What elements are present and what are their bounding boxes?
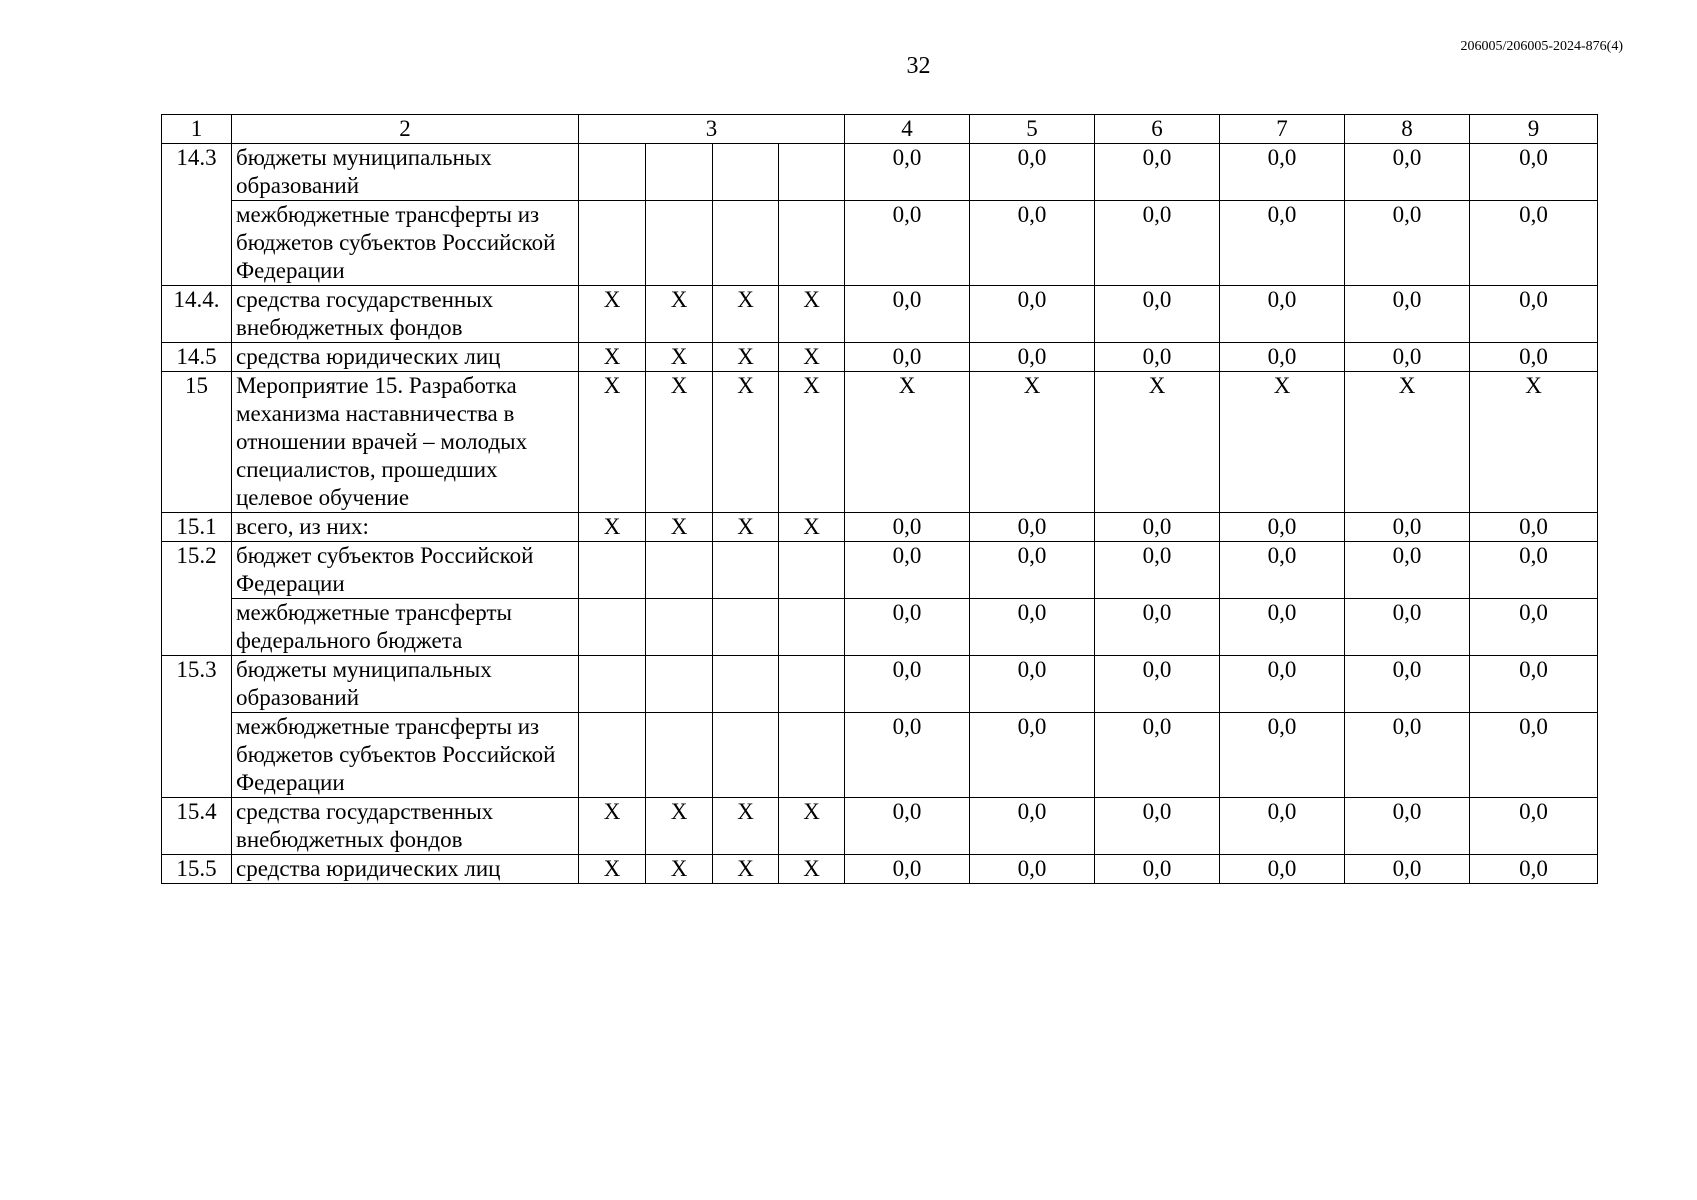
table-header-row <box>162 115 1598 144</box>
table-body <box>162 144 1598 884</box>
value-cell: X <box>845 372 970 513</box>
mark-cell: X <box>646 286 713 343</box>
mark-cell: X <box>713 286 779 343</box>
mark-cell: X <box>579 372 646 513</box>
value-cell: X <box>1095 372 1220 513</box>
column-header: 8 <box>1345 115 1470 144</box>
column-header: 1 <box>162 115 232 144</box>
mark-cell <box>779 542 845 599</box>
row-name: бюджеты муниципальных образований <box>232 144 579 201</box>
value-cell: 0,0 <box>1345 656 1470 713</box>
value-cell: 0,0 <box>1470 713 1598 798</box>
mark-cell: X <box>646 513 713 542</box>
mark-cell: X <box>713 798 779 855</box>
mark-cell <box>579 201 646 286</box>
column-header: 7 <box>1220 115 1345 144</box>
value-cell: 0,0 <box>1345 599 1470 656</box>
row-name: бюджет субъектов Российской Федерации <box>232 542 579 599</box>
value-cell: 0,0 <box>1470 656 1598 713</box>
value-cell: X <box>1470 372 1598 513</box>
row-name: Мероприятие 15. Разработка механизма наставничества в отношении врачей – молодых специалистов, прошедших целевое обучение <box>232 372 579 513</box>
mark-cell: X <box>646 372 713 513</box>
column-header: 2 <box>232 115 579 144</box>
value-cell: 0,0 <box>1470 513 1598 542</box>
mark-cell <box>713 201 779 286</box>
mark-cell <box>579 542 646 599</box>
mark-cell <box>646 542 713 599</box>
value-cell: 0,0 <box>1345 201 1470 286</box>
mark-cell: X <box>579 513 646 542</box>
value-cell: 0,0 <box>1220 599 1345 656</box>
value-cell: 0,0 <box>1345 144 1470 201</box>
value-cell: 0,0 <box>1220 855 1345 884</box>
value-cell: 0,0 <box>1470 343 1598 372</box>
value-cell: 0,0 <box>1095 798 1220 855</box>
table-row <box>162 201 1598 286</box>
row-name: средства государственных внебюджетных фондов <box>232 798 579 855</box>
value-cell: 0,0 <box>1220 343 1345 372</box>
table-row <box>162 599 1598 656</box>
value-cell: 0,0 <box>845 798 970 855</box>
row-name: всего, из них: <box>232 513 579 542</box>
mark-cell: X <box>713 343 779 372</box>
table-row <box>162 855 1598 884</box>
budget-table <box>161 114 1598 884</box>
value-cell: 0,0 <box>1220 798 1345 855</box>
mark-cell <box>646 201 713 286</box>
value-cell: 0,0 <box>1220 144 1345 201</box>
table-row <box>162 713 1598 798</box>
value-cell: 0,0 <box>1095 343 1220 372</box>
row-name: межбюджетные трансферты федерального бюджета <box>232 599 579 656</box>
mark-cell <box>779 144 845 201</box>
value-cell: 0,0 <box>1345 713 1470 798</box>
mark-cell: X <box>579 343 646 372</box>
mark-cell <box>646 656 713 713</box>
row-number: 15.1 <box>162 513 232 542</box>
value-cell: 0,0 <box>845 201 970 286</box>
mark-cell: X <box>579 855 646 884</box>
value-cell: 0,0 <box>1220 286 1345 343</box>
mark-cell: X <box>779 798 845 855</box>
mark-cell: X <box>779 513 845 542</box>
mark-cell: X <box>579 798 646 855</box>
value-cell: 0,0 <box>1220 542 1345 599</box>
mark-cell <box>713 144 779 201</box>
mark-cell <box>713 599 779 656</box>
mark-cell: X <box>646 798 713 855</box>
value-cell: 0,0 <box>1095 713 1220 798</box>
value-cell: 0,0 <box>1470 286 1598 343</box>
column-header: 6 <box>1095 115 1220 144</box>
column-header: 9 <box>1470 115 1598 144</box>
value-cell: X <box>970 372 1095 513</box>
value-cell: 0,0 <box>1345 343 1470 372</box>
value-cell: 0,0 <box>845 855 970 884</box>
value-cell: 0,0 <box>1095 656 1220 713</box>
value-cell: 0,0 <box>1220 201 1345 286</box>
value-cell: 0,0 <box>1095 201 1220 286</box>
value-cell: 0,0 <box>1220 656 1345 713</box>
table-row <box>162 144 1598 201</box>
value-cell: 0,0 <box>970 542 1095 599</box>
mark-cell <box>646 599 713 656</box>
row-number: 15.3 <box>162 656 232 798</box>
value-cell: 0,0 <box>970 713 1095 798</box>
value-cell: 0,0 <box>1470 144 1598 201</box>
mark-cell <box>779 656 845 713</box>
mark-cell <box>646 713 713 798</box>
value-cell: 0,0 <box>845 286 970 343</box>
row-number: 15 <box>162 372 232 513</box>
value-cell: 0,0 <box>1345 286 1470 343</box>
table-row <box>162 513 1598 542</box>
value-cell: 0,0 <box>970 798 1095 855</box>
row-name: средства юридических лиц <box>232 855 579 884</box>
mark-cell: X <box>779 372 845 513</box>
value-cell: 0,0 <box>845 343 970 372</box>
value-cell: 0,0 <box>845 513 970 542</box>
mark-cell <box>579 599 646 656</box>
value-cell: X <box>1345 372 1470 513</box>
mark-cell <box>779 599 845 656</box>
value-cell: 0,0 <box>1095 144 1220 201</box>
row-name: средства юридических лиц <box>232 343 579 372</box>
mark-cell <box>579 713 646 798</box>
row-number: 15.5 <box>162 855 232 884</box>
value-cell: 0,0 <box>1345 855 1470 884</box>
value-cell: X <box>1220 372 1345 513</box>
value-cell: 0,0 <box>1345 798 1470 855</box>
mark-cell <box>713 542 779 599</box>
value-cell: 0,0 <box>970 286 1095 343</box>
mark-cell: X <box>713 513 779 542</box>
mark-cell <box>646 144 713 201</box>
column-header: 3 <box>579 115 845 144</box>
row-name: межбюджетные трансферты из бюджетов субъектов Российской Федерации <box>232 713 579 798</box>
value-cell: 0,0 <box>1470 599 1598 656</box>
value-cell: 0,0 <box>1095 513 1220 542</box>
row-number: 14.5 <box>162 343 232 372</box>
value-cell: 0,0 <box>1095 286 1220 343</box>
value-cell: 0,0 <box>970 599 1095 656</box>
mark-cell: X <box>779 855 845 884</box>
value-cell: 0,0 <box>1470 855 1598 884</box>
value-cell: 0,0 <box>1095 855 1220 884</box>
mark-cell: X <box>713 855 779 884</box>
value-cell: 0,0 <box>1345 542 1470 599</box>
value-cell: 0,0 <box>970 201 1095 286</box>
mark-cell <box>713 656 779 713</box>
mark-cell: X <box>646 855 713 884</box>
mark-cell: X <box>779 343 845 372</box>
value-cell: 0,0 <box>1470 201 1598 286</box>
value-cell: 0,0 <box>970 144 1095 201</box>
value-cell: 0,0 <box>1470 798 1598 855</box>
row-number: 14.4. <box>162 286 232 343</box>
value-cell: 0,0 <box>845 542 970 599</box>
value-cell: 0,0 <box>845 144 970 201</box>
value-cell: 0,0 <box>970 513 1095 542</box>
mark-cell: X <box>713 372 779 513</box>
column-header: 4 <box>845 115 970 144</box>
mark-cell <box>779 201 845 286</box>
value-cell: 0,0 <box>1345 513 1470 542</box>
table-row <box>162 542 1598 599</box>
mark-cell <box>713 713 779 798</box>
table-row <box>162 798 1598 855</box>
value-cell: 0,0 <box>1470 542 1598 599</box>
value-cell: 0,0 <box>1095 542 1220 599</box>
value-cell: 0,0 <box>845 713 970 798</box>
value-cell: 0,0 <box>845 599 970 656</box>
row-name: бюджеты муниципальных образований <box>232 656 579 713</box>
mark-cell <box>779 713 845 798</box>
row-number: 15.4 <box>162 798 232 855</box>
value-cell: 0,0 <box>1220 713 1345 798</box>
value-cell: 0,0 <box>1220 513 1345 542</box>
table-row <box>162 656 1598 713</box>
row-name: средства государственных внебюджетных фондов <box>232 286 579 343</box>
value-cell: 0,0 <box>970 855 1095 884</box>
table-row <box>162 372 1598 513</box>
column-header: 5 <box>970 115 1095 144</box>
mark-cell <box>579 144 646 201</box>
value-cell: 0,0 <box>970 343 1095 372</box>
page-number: 32 <box>906 53 931 79</box>
value-cell: 0,0 <box>970 656 1095 713</box>
row-name: межбюджетные трансферты из бюджетов субъектов Российской Федерации <box>232 201 579 286</box>
mark-cell <box>579 656 646 713</box>
row-number: 15.2 <box>162 542 232 656</box>
row-number: 14.3 <box>162 144 232 286</box>
table-row <box>162 343 1598 372</box>
value-cell: 0,0 <box>845 656 970 713</box>
mark-cell: X <box>646 343 713 372</box>
mark-cell: X <box>779 286 845 343</box>
table-row <box>162 286 1598 343</box>
document-code: 206005/206005-2024-876(4) <box>1460 39 1623 54</box>
mark-cell: X <box>579 286 646 343</box>
value-cell: 0,0 <box>1095 599 1220 656</box>
